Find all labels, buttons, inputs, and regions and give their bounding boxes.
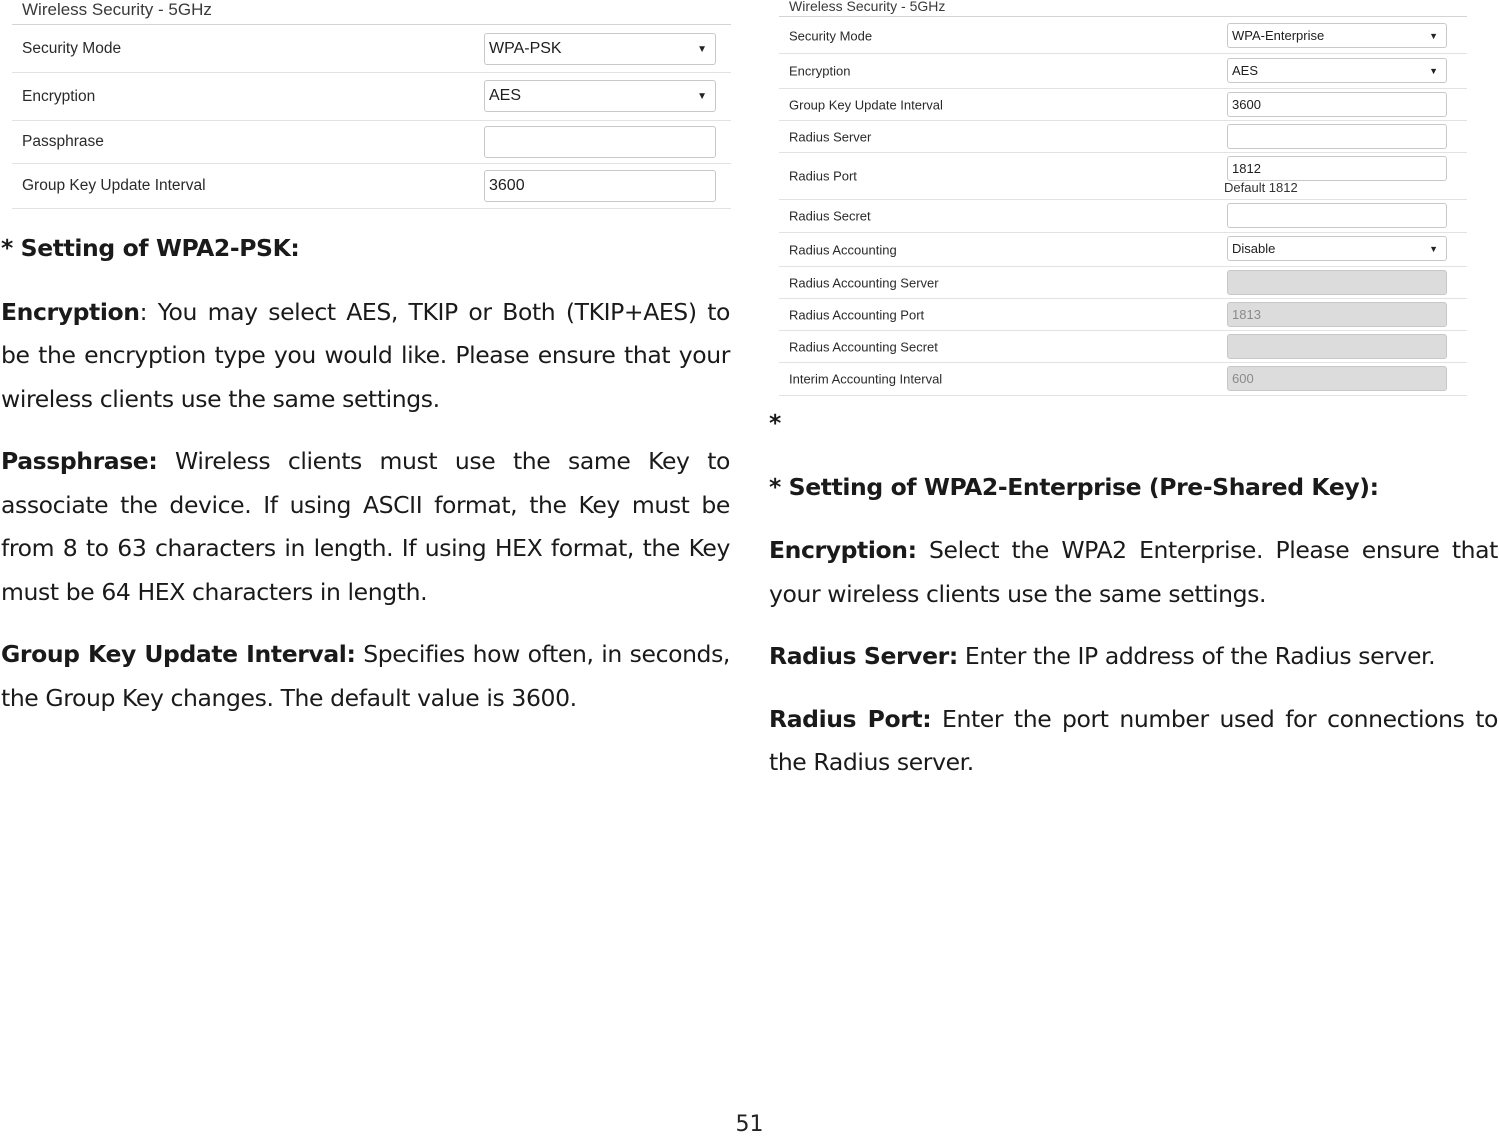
panel-title: Wireless Security - 5GHz [789, 0, 946, 14]
wpa2-psk-settings-panel [12, 0, 731, 210]
paragraph-encryption: Encryption: Select the WPA2 Enterprise. Please ensure that your wireless clients use the same settings. [769, 536, 1498, 608]
row-group-key-interval [779, 89, 1467, 121]
encryption-select[interactable]: AES ▼ [1227, 58, 1447, 83]
row-radius-server [779, 121, 1467, 153]
term: Encryption: [769, 536, 917, 564]
field-label: Encryption [789, 63, 851, 79]
passphrase-input[interactable] [484, 126, 716, 158]
asterisk-line: * [769, 409, 781, 437]
radius-accounting-select[interactable]: Disable ▼ [1227, 236, 1447, 261]
field-label: Interim Accounting Interval [789, 371, 943, 387]
section-heading: * Setting of WPA2-PSK: [1, 234, 300, 262]
field-label: Radius Port [789, 168, 857, 184]
field-label: Security Mode [789, 28, 873, 43]
wpa2-enterprise-settings-panel [779, 0, 1467, 398]
title-divider [779, 16, 1467, 17]
row-interim-accounting-interval [779, 363, 1467, 396]
row-radius-secret [779, 200, 1467, 233]
panel-title: Wireless Security - 5GHz [22, 0, 212, 19]
row-radius-accounting-server [779, 267, 1467, 299]
paragraph-radius-port: Radius Port: Enter the port number used for connections to the Radius server. [769, 704, 1498, 776]
security-mode-select[interactable]: WPA-PSK ▼ [484, 33, 716, 65]
term: Encryption [1, 297, 140, 326]
term: Radius Port: [769, 704, 932, 733]
section-heading: * Setting of WPA2-Enterprise (Pre-Shared Key): [769, 472, 1379, 501]
field-label: Passphrase [22, 133, 104, 150]
row-security-mode [779, 18, 1467, 54]
dropdown-arrow-icon: ▼ [1429, 30, 1438, 41]
row-radius-port [779, 153, 1467, 200]
group-key-interval-input[interactable]: 3600 [484, 170, 716, 202]
field-label: Radius Accounting Secret [789, 339, 938, 354]
term: Radius Server: [769, 642, 958, 670]
paragraph-passphrase: Passphrase: Wireless clients must use the same Key to associate the device. If using ASCII format, the Key must be from 8 to 63 characters in length. If using HEX format, the Key must be 64 HEX characters in length. [1, 447, 730, 606]
radius-port-default-hint: Default 1812 [1224, 180, 1298, 195]
row-security-mode [12, 26, 731, 73]
paragraph-radius-server: Radius Server: Enter the IP address of the Radius server. [769, 642, 1436, 670]
encryption-select[interactable]: AES ▼ [484, 80, 716, 112]
field-label: Radius Accounting [789, 242, 897, 257]
row-encryption [779, 54, 1467, 89]
security-mode-select[interactable]: WPA-Enterprise ▼ [1227, 23, 1447, 48]
paragraph-group-key: Group Key Update Interval: Specifies how often, in seconds, the Group Key changes. The default value is 3600. [1, 640, 730, 712]
radius-server-input[interactable] [1227, 124, 1447, 149]
row-radius-accounting-port [779, 299, 1467, 331]
term: Group Key Update Interval: [1, 640, 356, 668]
dropdown-arrow-icon: ▼ [1429, 65, 1438, 76]
row-passphrase [12, 121, 731, 164]
field-label: Group Key Update Interval [789, 97, 943, 112]
field-label: Radius Server [789, 129, 872, 144]
radius-accounting-secret-input [1227, 334, 1447, 359]
group-key-interval-input[interactable]: 3600 [1227, 92, 1447, 117]
dropdown-arrow-icon: ▼ [1429, 243, 1438, 254]
page-number: 51 [735, 1112, 764, 1137]
row-group-key-interval [12, 164, 731, 209]
wpa2-enterprise-description [769, 402, 1498, 804]
radius-accounting-server-input [1227, 270, 1447, 295]
field-label: Radius Secret [789, 208, 871, 224]
wpa2-psk-description [1, 227, 730, 739]
radius-port-input[interactable]: 1812 [1227, 156, 1447, 181]
dropdown-arrow-icon: ▼ [697, 90, 707, 102]
title-divider [12, 24, 731, 25]
field-label: Security Mode [22, 40, 122, 57]
field-label: Radius Accounting Port [789, 307, 925, 322]
field-label: Encryption [22, 87, 96, 105]
field-label: Radius Accounting Server [789, 275, 939, 290]
field-label: Group Key Update Interval [22, 177, 206, 194]
term: Passphrase: [1, 447, 158, 475]
row-encryption [12, 73, 731, 121]
paragraph-encryption: Encryption: You may select AES, TKIP or Both (TKIP+AES) to be the encryption type you would like. Please ensure that your wireless clients use the same settings. [1, 297, 730, 413]
row-radius-accounting-secret [779, 331, 1467, 363]
radius-accounting-port-input: 1813 [1227, 302, 1447, 327]
interim-accounting-interval-input: 600 [1227, 366, 1447, 391]
dropdown-arrow-icon: ▼ [697, 43, 707, 55]
row-radius-accounting [779, 233, 1467, 267]
radius-secret-input[interactable] [1227, 203, 1447, 228]
